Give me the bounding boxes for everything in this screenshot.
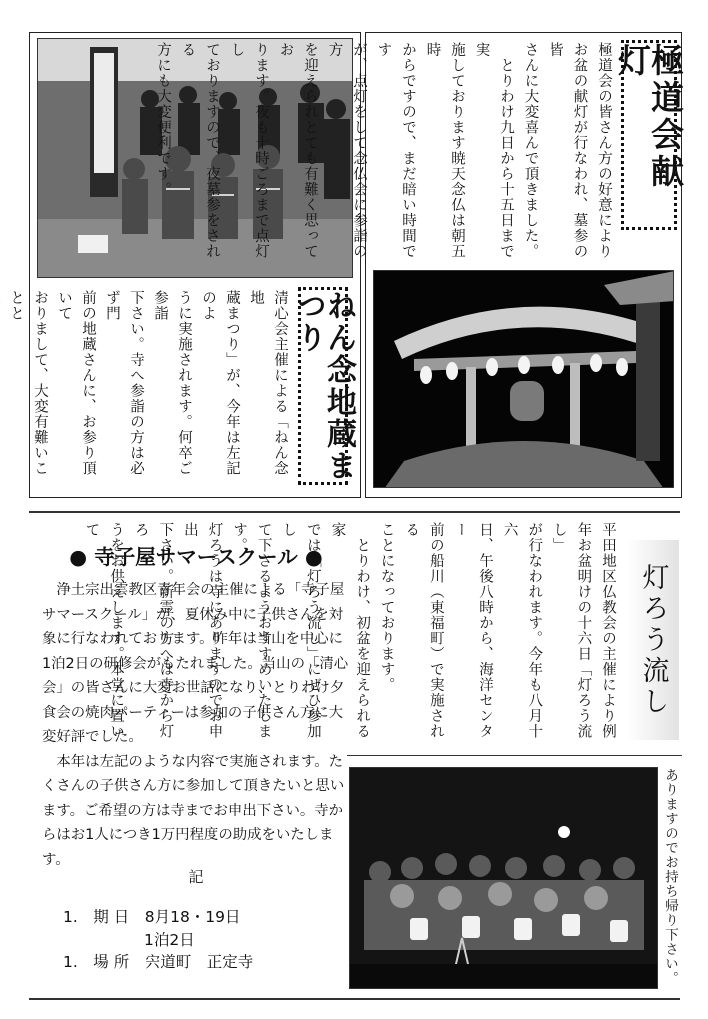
toro-divider	[347, 755, 682, 756]
toro-line: 下さい。新霊の方へは寺から灯ろ	[132, 522, 174, 739]
terakoya-duration-row: 1泊2日	[144, 931, 195, 949]
goku-line: からですので、まだ暗い時間です	[375, 42, 416, 259]
nen-line: 蔵まつり」が、今年は左記のよ	[200, 290, 240, 476]
nen-line: おりまして、大変有難いことと	[8, 290, 48, 476]
toro-line: 平田地区仏教会の主催により例	[600, 522, 616, 739]
toro-line: では「灯ろう流し」にぜひ参加し	[280, 522, 321, 739]
nen-line: 前の地蔵さんに、お参り頂いて	[56, 290, 96, 476]
nen-line: 清心会主催による「ねん念地	[248, 290, 288, 476]
nen-jizo-body	[8, 290, 292, 486]
nen-line	[0, 290, 4, 486]
terakoya-paragraph: 浄土宗出雲教区青年会の主催による「寺子屋サマースクール」が、夏休み中に子供さんを対象に行なわれております。昨年は当山を中心に1泊2日の研修会がもたれました。当山の「清心会」の皆さんに大変お世話になり、とりわけ夕食会の焼肉パーティーは参加の子供さん方に大変好評でした。	[42, 582, 349, 745]
bell-tower-lanterns-photo	[373, 270, 674, 488]
terakoya-title: ● 寺子屋サマースクール ●	[69, 545, 323, 569]
goku-line: さんに大変喜んで頂きました。	[522, 42, 539, 259]
gokudokai-title-box	[613, 40, 685, 230]
gokudokai-body	[155, 42, 616, 262]
toro-line: 日、午後八時から、海洋センター	[452, 522, 494, 739]
toro-line: が行なわれます。今年も八月十六	[501, 522, 543, 739]
toro-line: 年お盆明けの十六日「灯ろう流し」	[550, 522, 592, 739]
nen-line: 下さい。寺へ参詣の方は必ず門	[104, 290, 144, 476]
terakoya-ki-heading: 記	[188, 868, 204, 886]
goku-line: を迎えられとても有難く思ってお	[277, 42, 318, 259]
toro-line: 前の船川（東福町）で実施される	[403, 522, 444, 739]
terakoya-date-row: 1. 期 日 8月18・19日	[63, 908, 241, 926]
goku-line: 施しております暁天念仏は朝五時	[424, 42, 465, 259]
nen-line: うに実施されます。何卒ご参詣	[152, 290, 192, 476]
page-bottom-rule	[29, 998, 680, 1000]
terakoya-paragraph: 本年は左記のような内容で実施されます。たくさんの子供さん方に参加して頂きたいと思います。ご希望の方は寺までお申出下さい。寺からはお1人につき1万円程度の助成をいたします。	[42, 753, 345, 868]
gokudokai-title: 極道会献灯	[613, 43, 685, 191]
lantern-floating-crowd-photo	[349, 767, 658, 989]
toro-nagashi-continuation: ありますのでお持ち帰り下さい。	[662, 768, 678, 986]
toro-line: て下さるようおすすめいたします。	[231, 522, 272, 739]
toro-nagashi-title-box	[627, 540, 679, 740]
goku-line: お盆の献灯が行なわれ、墓参の皆	[547, 42, 588, 259]
goku-line: が、点灯をして念仏会に参詣の方	[326, 42, 367, 259]
goku-line: 極道会の皆さん方の好意により	[596, 42, 612, 259]
goku-line: とりわけ九日から十五日まで実	[473, 42, 514, 259]
terakoya-place-row: 1. 場 所 宍道町 正定寺	[63, 953, 254, 971]
toro-line: 灯ろうは寺にありますのでお申出	[181, 522, 223, 739]
toro-line: ことになっております。	[378, 522, 395, 693]
goku-line: ておりますので、夜墓参をされる	[179, 42, 220, 259]
goku-line: 方にも大変便利です。	[155, 42, 171, 197]
toro-nagashi-title: 灯ろう流し	[637, 562, 669, 718]
toro-line: とりわけ、初盆を迎えられる家	[329, 522, 371, 739]
goku-line: ります。夜も十時ごろまで点灯し	[228, 42, 269, 259]
nen-jizo-title: ねん念地蔵まつり	[291, 290, 356, 482]
nen-jizo-title-box	[291, 287, 356, 485]
section-divider	[29, 511, 680, 513]
toro-line: うをお供えします。本堂に置いて	[83, 522, 125, 739]
